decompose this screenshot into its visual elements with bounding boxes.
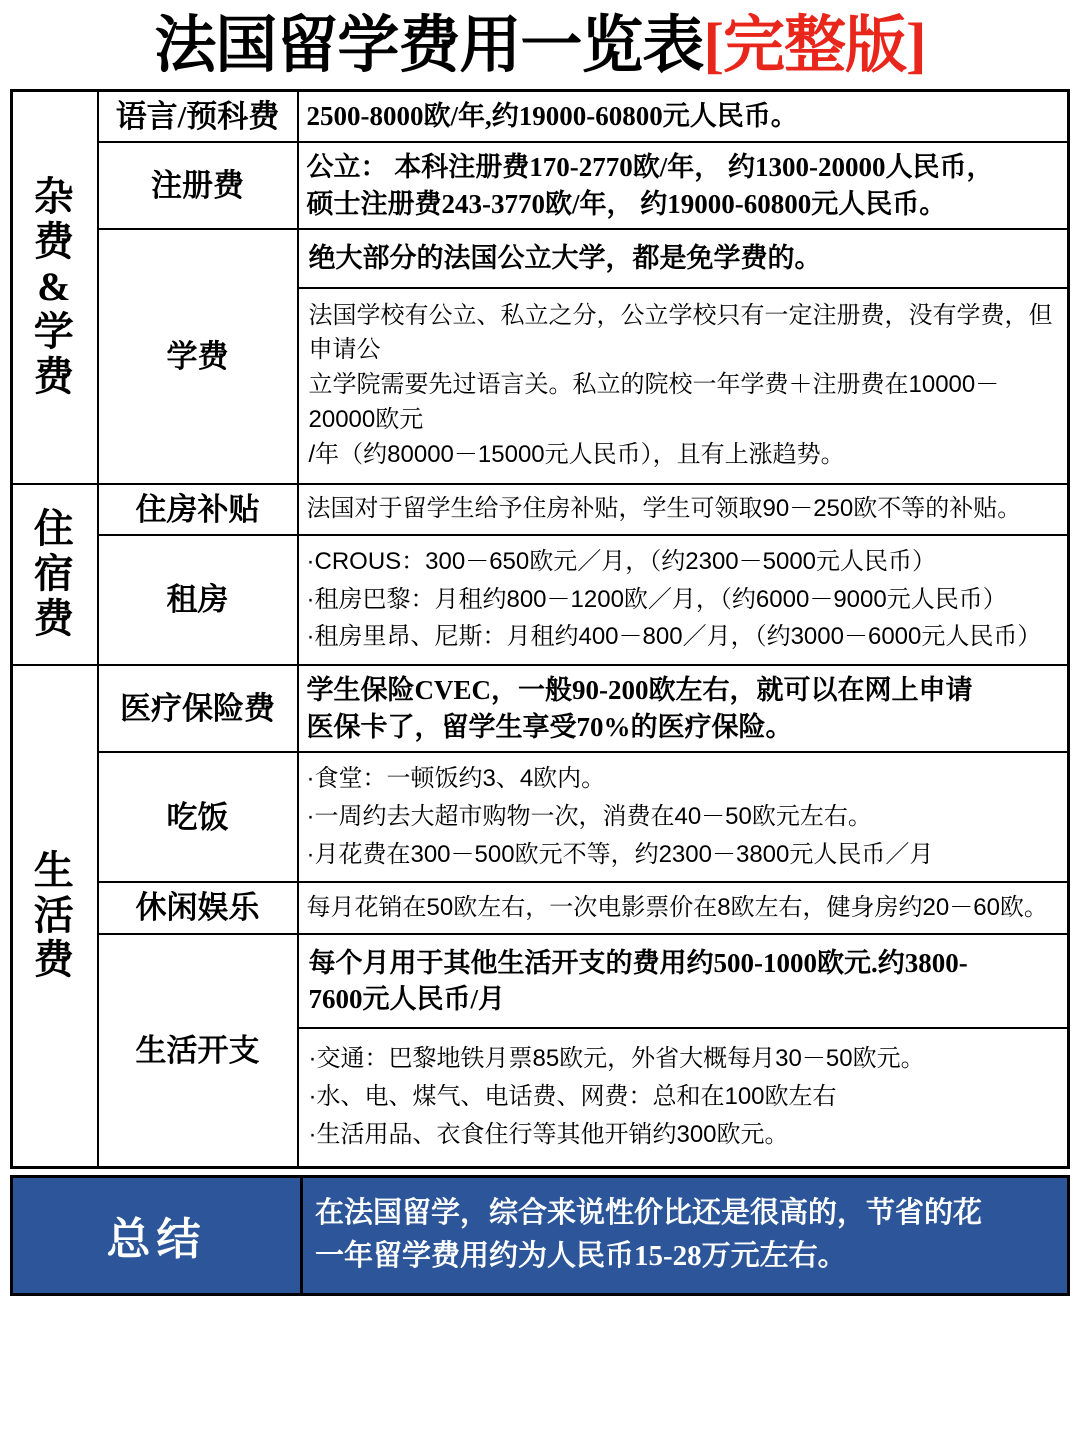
item-label-language-prep-fee: 语言/预科费	[98, 91, 298, 143]
table-row	[12, 229, 1069, 483]
desc-line: 法国对于留学生给予住房补贴，学生可领取90－250欧不等的补贴。	[306, 494, 1022, 522]
desc-line: 立学院需要先过语言关。私立的院校一年学费＋注册费在10000－20000欧元	[308, 371, 1000, 433]
desc-line: 法国学校有公立、私立之分，公立学校只有一定注册费，没有学费，但申请公	[308, 301, 1053, 364]
desc-line: 公立： 本科注册费170-2770欧/年， 约1300-20000人民币，	[306, 152, 994, 183]
table-row	[12, 484, 1069, 535]
desc-block-highlight	[299, 935, 1068, 1030]
table-row	[12, 752, 1069, 882]
table-row	[12, 882, 1069, 933]
category-label-living-cost: 生 活 费	[12, 665, 98, 1167]
description-language-prep-fee	[298, 91, 1069, 143]
desc-line: ·食堂：一顿饭约3、4欧内。	[306, 765, 606, 793]
description-meals	[298, 752, 1069, 882]
desc-line: ·租房巴黎：月租约800－1200欧／月，（约6000－9000元人民币）	[306, 585, 1007, 613]
category-label-misc-tuition: 杂 费 & 学 费	[12, 91, 98, 484]
summary-text	[303, 1178, 1067, 1293]
item-label-living-expenses: 生活开支	[98, 934, 298, 1168]
desc-block-detail	[299, 1029, 1068, 1165]
desc-line: /年（约80000－15000元人民币），且有上涨趋势。	[308, 440, 845, 468]
table-row	[12, 535, 1069, 665]
item-label-registration-fee: 注册费	[98, 142, 298, 229]
desc-block-detail	[299, 289, 1068, 483]
desc-line: ·水、电、煤气、电话费、网费：总和在100欧左右	[308, 1083, 837, 1111]
item-label-meals: 吃饭	[98, 752, 298, 882]
desc-line: 2500-8000欧/年,约19000-60800元人民币。	[306, 101, 798, 132]
desc-line: ·生活用品、衣食住行等其他开销约300欧元。	[308, 1121, 789, 1149]
page-title	[10, 14, 1070, 79]
desc-line: 学生保险CVEC，一般90-200欧左右，就可以在网上申请	[306, 675, 973, 706]
desc-block-highlight	[299, 230, 1068, 288]
desc-line: 每月花销在50欧左右，一次电影票价在8欧左右，健身房约20－60欧。	[306, 893, 1048, 921]
summary-line: 一年留学费用约为人民币15-28万元左右。	[315, 1240, 847, 1273]
description-living-expenses	[298, 934, 1069, 1168]
table-row	[12, 934, 1069, 1168]
desc-line: 医保卡了，留学生享受70%的医疗保险。	[306, 711, 793, 742]
desc-line: 每个月用于其他生活开支的费用约500-1000欧元.约3800-	[308, 947, 968, 978]
table-row	[12, 665, 1069, 752]
item-label-rent: 租房	[98, 535, 298, 665]
table-row	[12, 91, 1069, 143]
desc-line: ·月花费在300－500欧元不等，约2300－3800元人民币／月	[306, 840, 934, 868]
description-registration-fee	[298, 142, 1069, 229]
desc-line: 硕士注册费243-3770欧/年， 约19000-60800元人民币。	[306, 188, 947, 219]
description-rent	[298, 535, 1069, 665]
page-title-main: 法国留学费用一览表	[154, 12, 704, 80]
item-label-tuition-fee: 学费	[98, 229, 298, 483]
desc-line: ·交通：巴黎地铁月票85欧元，外省大概每月30－50欧元。	[308, 1045, 925, 1073]
item-label-housing-subsidy: 住房补贴	[98, 484, 298, 535]
summary-label: 总结	[13, 1178, 303, 1293]
desc-line: ·租房里昂、尼斯：月租约400－800／月，（约3000－6000元人民币）	[306, 623, 1042, 651]
cost-table	[10, 89, 1070, 1169]
description-entertainment	[298, 882, 1069, 933]
page-title-highlight: [完整版]	[703, 12, 926, 80]
table-row	[12, 142, 1069, 229]
item-label-entertainment: 休闲娱乐	[98, 882, 298, 933]
description-housing-subsidy	[298, 484, 1069, 535]
desc-line: 7600元人民币/月	[308, 984, 506, 1015]
desc-line: ·一周约去大超市购物一次，消费在40－50欧元左右。	[306, 802, 872, 830]
item-label-medical-insurance: 医疗保险费	[98, 665, 298, 752]
category-label-accommodation: 住 宿 费	[12, 484, 98, 666]
summary-banner	[10, 1175, 1070, 1296]
description-tuition-fee	[298, 229, 1069, 483]
summary-line: 在法国留学，综合来说性价比还是很高的，节省的花	[315, 1196, 983, 1229]
desc-line: 绝大部分的法国公立大学，都是免学费的。	[308, 243, 822, 274]
description-medical-insurance	[298, 665, 1069, 752]
desc-line: ·CROUS：300－650欧元／月，（约2300－5000元人民币）	[306, 547, 937, 575]
